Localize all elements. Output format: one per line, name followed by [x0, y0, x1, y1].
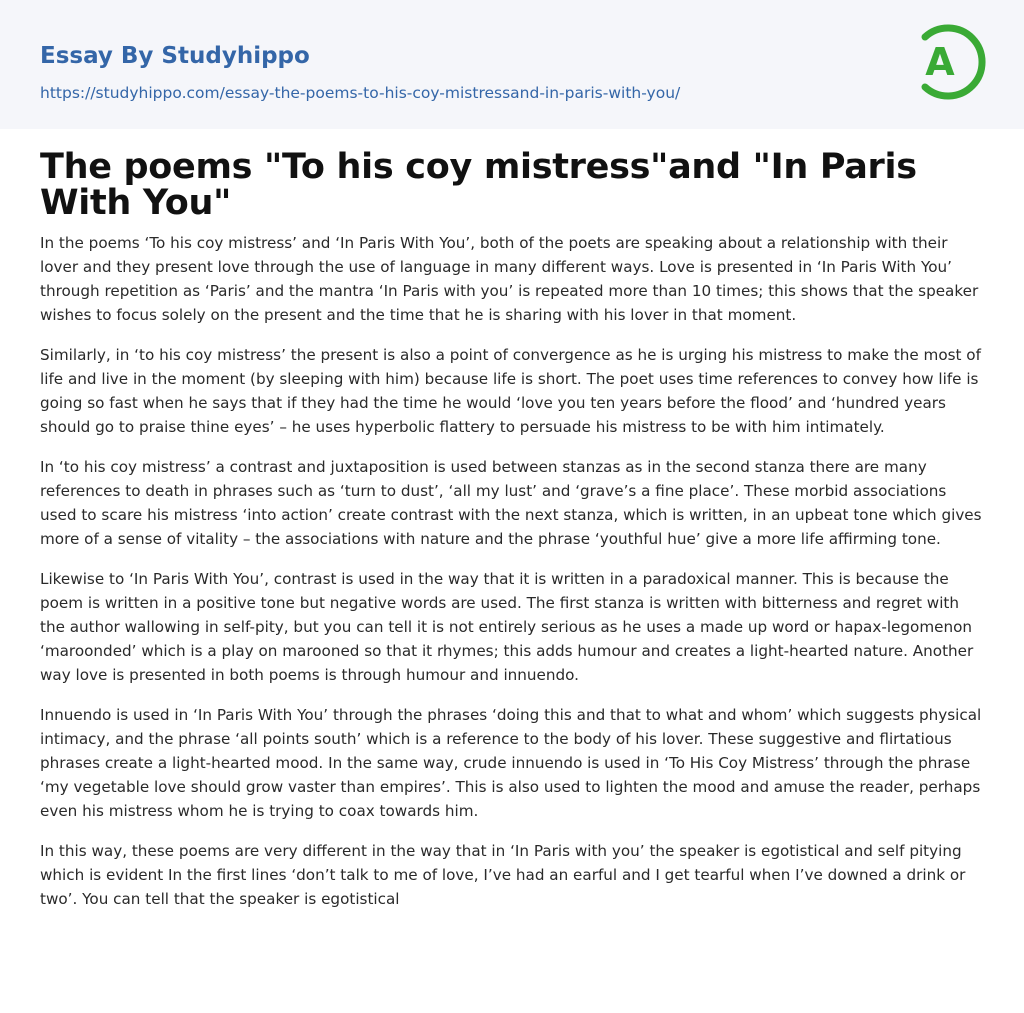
- essay-paragraph: In ‘to his coy mistress’ a contrast and juxtaposition is used between stanzas as in the second stanza there are many references to death in phrases such as ‘turn to dust’, ‘all my lust’ and ‘grave’s a fine place’. These morbid associations used to scare his mistress ‘into action’ create contrast with the next stanza, which is written, in an upbeat tone which gives more of a sense of vitality – the associations with nature and the phrase ‘youthful hue’ give a more life affirming tone.: [40, 458, 982, 548]
- essay-paragraph: Likewise to ‘In Paris With You’, contrast is used in the way that it is written in a paradoxical manner. This is because the poem is written in a positive tone but negative words are used. The first stanza is written with bitterness and regret with the author wallowing in self-pity, but you can tell it is not entirely serious as he uses a made up word or hapax-legomenon ‘maroonded’ which is a play on marooned so that it rhymes; this adds humour and creates a light-hearted nature. Another way love is presented in both poems is through humour and innuendo.: [40, 570, 974, 684]
- article-container: [0, 149, 1024, 911]
- essay-body: [40, 231, 984, 911]
- site-brand[interactable]: Essay By Studyhippo: [40, 43, 310, 69]
- page-title: The poems "To his coy mistress"and "In Paris With You": [40, 147, 917, 223]
- essay-paragraph: Innuendo is used in ‘In Paris With You’ through the phrases ‘doing this and that to what and whom’ which suggests physical intimacy, and the phrase ‘all points south’ which is a reference to the body of his lover. These suggestive and flirtatious phrases create a light-hearted mood. In the same way, crude innuendo is used in ‘To His Coy Mistress’ through the phrase ‘my vegetable love should grow vaster than empires’. This is also used to lighten the mood and amuse the reader, perhaps even his mistress whom he is trying to coax towards him.: [40, 706, 982, 820]
- essay-paragraph: In this way, these poems are very different in the way that in ‘In Paris with you’ the speaker is egotistical and self pitying which is evident In the first lines ‘don’t talk to me of love, I’ve had an earful and I get tearful when I’ve downed a drink or two’. You can tell that the speaker is egotistical: [40, 842, 966, 908]
- essay-paragraph: Similarly, in ‘to his coy mistress’ the present is also a point of convergence as he is urging his mistress to make the most of life and live in the moment (by sleeping with him) because life is short. The poet uses time references to convey how life is going so fast when he says that if they had the time he would ‘love you ten years before the flood’ and ‘hundred years should go to praise thine eyes’ – he uses hyperbolic flattery to persuade his mistress to be with him intimately.: [40, 346, 981, 436]
- site-header: [0, 0, 1024, 129]
- page-url-link[interactable]: https://studyhippo.com/essay-the-poems-to-his-coy-mistressand-in-paris-with-you/: [40, 84, 681, 102]
- circle-a-logo-icon[interactable]: [913, 19, 987, 105]
- logo-letter: A: [925, 40, 955, 84]
- essay-paragraph: In the poems ‘To his coy mistress’ and ‘In Paris With You’, both of the poets are speaking about a relationship with their lover and they present love through the use of language in many different ways. Love is presented in ‘In Paris With You’ through repetition as ‘Paris’ and the mantra ‘In Paris with you’ is repeated more than 10 times; this shows that the speaker wishes to focus solely on the present and the time that he is sharing with his lover in that moment.: [40, 234, 979, 324]
